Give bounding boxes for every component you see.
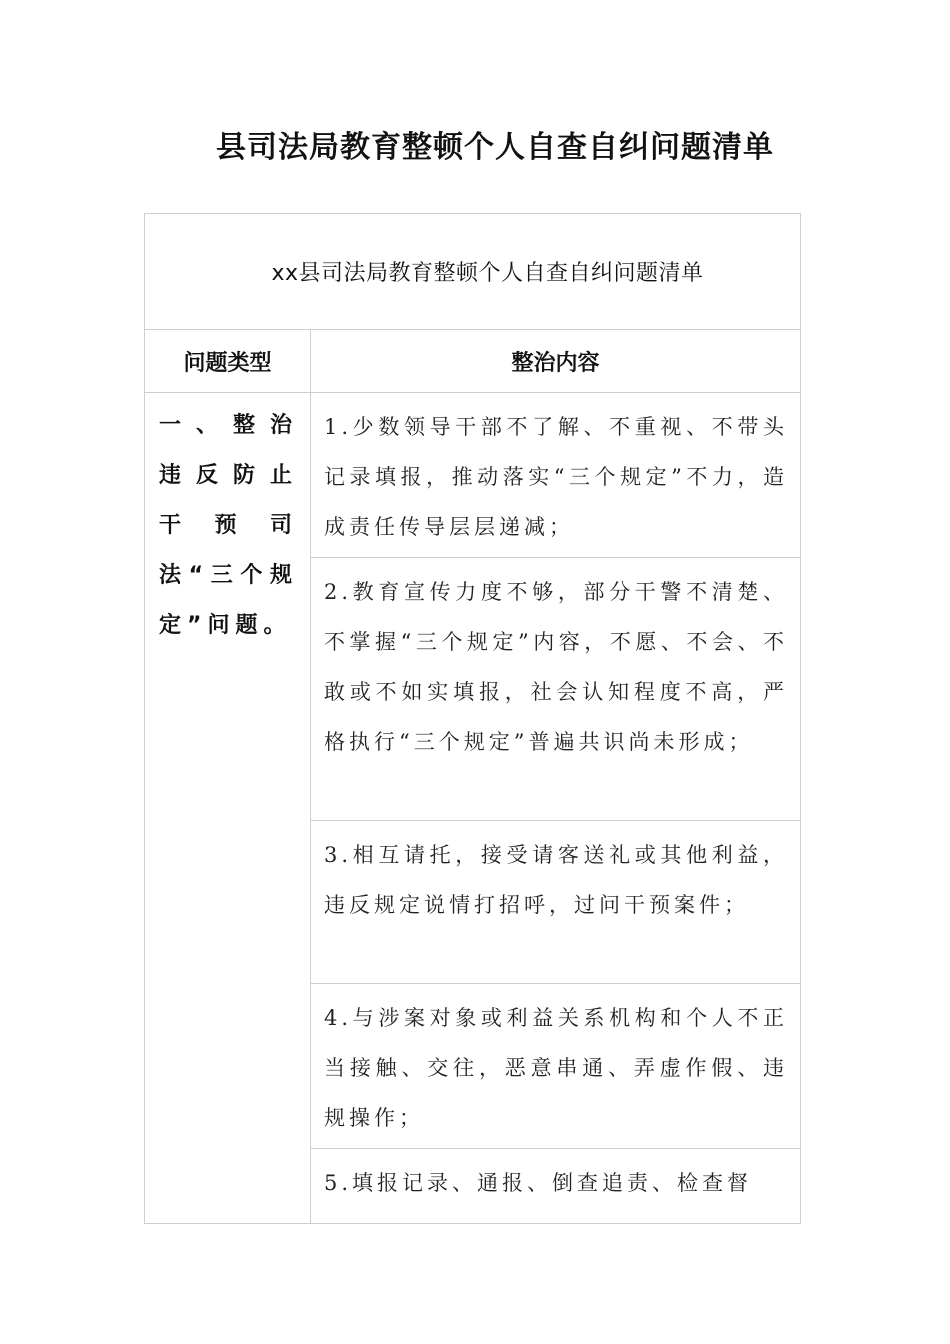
caption-row (145, 214, 801, 330)
header-row (145, 330, 801, 393)
header-rectification-content: 整治内容 (311, 330, 801, 393)
content-item-3: 3.相互请托，接受请客送礼或其他利益，违反规定说情打招呼，过问干预案件； (311, 821, 801, 984)
table-caption: xx县司法局教育整顿个人自查自纠问题清单 (271, 261, 704, 286)
document-title: 县司法局教育整顿个人自查自纠问题清单 (216, 130, 774, 165)
content-item-2: 2.教育宣传力度不够，部分干警不清楚、不掌握“三个规定”内容，不愿、不会、不敢或不如实填报，社会认知程度不高，严格执行“三个规定”普遍共识尚未形成； (311, 558, 801, 821)
content-item-4: 4.与涉案对象或利益关系机构和个人不正当接触、交往，恶意串通、弄虚作假、违规操作； (311, 984, 801, 1149)
problem-list-table (144, 213, 801, 1224)
table-caption-cell (145, 214, 801, 330)
header-problem-type: 问题类型 (145, 330, 311, 393)
content-item-5: 5.填报记录、通报、倒查追责、检查督 (311, 1149, 801, 1224)
table-row (145, 393, 801, 558)
problem-category: 一、整治违反防止干预司法“三个规定”问题。 (145, 393, 311, 1224)
content-item-1: 1.少数领导干部不了解、不重视、不带头记录填报，推动落实“三个规定”不力，造成责任传导层层递减； (311, 393, 801, 558)
